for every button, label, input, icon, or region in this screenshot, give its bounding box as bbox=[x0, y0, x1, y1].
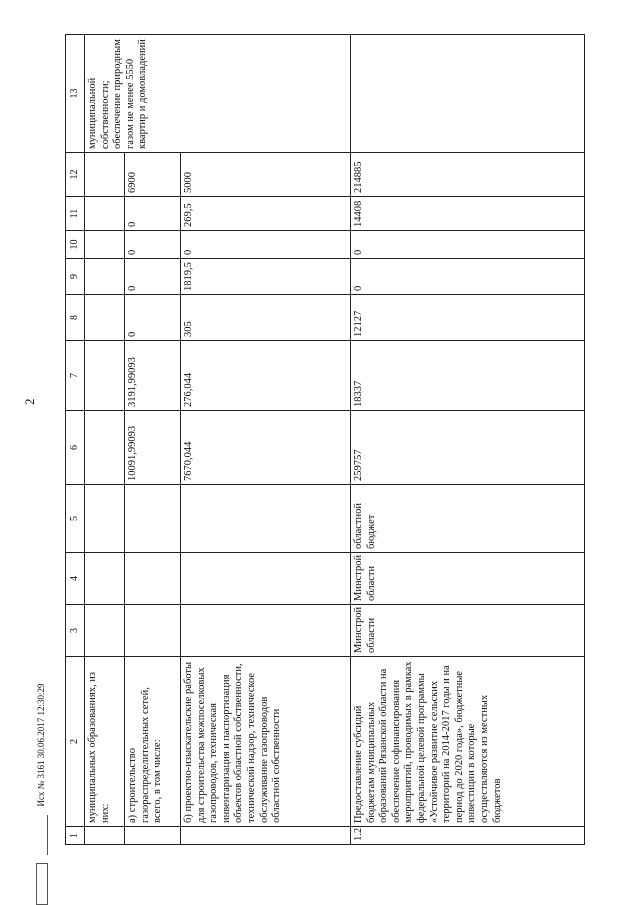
registration-text: Исх № 3161 30.06.2017 12:30:29 bbox=[36, 683, 47, 807]
table-cell: 0 bbox=[125, 197, 181, 231]
table-cell: 3191,99093 bbox=[125, 341, 181, 411]
table-cell: 0 bbox=[351, 259, 585, 295]
table-cell: 276,044 bbox=[181, 341, 351, 411]
table-cell bbox=[181, 553, 351, 605]
stamp-icon bbox=[37, 815, 48, 855]
table-cell bbox=[85, 153, 125, 197]
table-cell bbox=[181, 605, 351, 657]
table-cell: 12127 bbox=[351, 295, 585, 341]
table-cell: 0 bbox=[181, 231, 351, 259]
table-cell bbox=[85, 259, 125, 295]
table-cell bbox=[125, 553, 181, 605]
table-cell: Предоставление субсидий бюджетам муниципальных образований Рязанской области на обеспечение софинансирования мероприятий, проводимых в рамках федеральной целевой программы «Устойчивое развитие сельских территорий на 2014-2017 годы и на период до 2020 года», бюджетные инвестиции в которые осуществляются из местных бюджетов bbox=[351, 657, 585, 827]
table-cell bbox=[85, 827, 125, 845]
table-cell bbox=[125, 827, 181, 845]
table-row bbox=[351, 35, 585, 845]
document-table bbox=[65, 34, 585, 845]
table-cell: 5000 bbox=[181, 153, 351, 197]
table-cell: 0 bbox=[125, 295, 181, 341]
table-cell: 269,5 bbox=[181, 197, 351, 231]
column-header: 2 bbox=[66, 657, 85, 827]
table-cell: 0 bbox=[125, 231, 181, 259]
column-header: 12 bbox=[66, 153, 85, 197]
table-cell bbox=[85, 295, 125, 341]
table-row bbox=[125, 35, 181, 845]
table-cell: 1819,5 bbox=[181, 259, 351, 295]
table-cell: 1.2 bbox=[351, 827, 585, 845]
document-table-container bbox=[65, 35, 585, 845]
table-cell: областной бюджет bbox=[351, 485, 585, 553]
table-cell bbox=[85, 197, 125, 231]
table-cell bbox=[85, 605, 125, 657]
table-cell bbox=[181, 485, 351, 553]
table-cell bbox=[125, 605, 181, 657]
table-cell: 305 bbox=[181, 295, 351, 341]
table-cell bbox=[85, 411, 125, 485]
table-cell: муниципальных образованиях, из них: bbox=[85, 657, 125, 827]
column-header: 4 bbox=[66, 553, 85, 605]
table-cell: 6900 bbox=[125, 153, 181, 197]
table-cell: муниципальной собственности; обеспечение природным газом не менее 5550 квартир и домовладений bbox=[85, 35, 351, 153]
table-cell: 214885 bbox=[351, 153, 585, 197]
table-cell: 18337 bbox=[351, 341, 585, 411]
table-cell: Минстрой области bbox=[351, 605, 585, 657]
column-header: 3 bbox=[66, 605, 85, 657]
table-cell bbox=[85, 341, 125, 411]
table-cell: а) строительство газораспределительных сетей, всего, в том числе: bbox=[125, 657, 181, 827]
page-number: 2 bbox=[22, 398, 37, 405]
registration-footer bbox=[36, 684, 48, 905]
barcode-stamp-icon bbox=[36, 863, 48, 905]
table-cell bbox=[351, 35, 585, 153]
table-row bbox=[85, 35, 125, 845]
table-cell: 0 bbox=[125, 259, 181, 295]
table-cell bbox=[85, 485, 125, 553]
table-header-row bbox=[66, 35, 85, 845]
column-header: 13 bbox=[66, 35, 85, 153]
table-row bbox=[181, 35, 351, 845]
table-cell bbox=[125, 485, 181, 553]
table-cell: 7670,044 bbox=[181, 411, 351, 485]
table-cell: 0 bbox=[351, 231, 585, 259]
table-cell bbox=[181, 827, 351, 845]
table-cell bbox=[85, 553, 125, 605]
column-header: 5 bbox=[66, 485, 85, 553]
table-cell bbox=[85, 231, 125, 259]
column-header: 9 bbox=[66, 259, 85, 295]
table-cell: 259757 bbox=[351, 411, 585, 485]
column-header: 7 bbox=[66, 341, 85, 411]
column-header: 8 bbox=[66, 295, 85, 341]
table-cell: 14408 bbox=[351, 197, 585, 231]
table-cell: б) проектно-изыскательские работы для строительства межпоселковых газопроводов, техническая инвентаризация и паспортизация объектов областной собственности, технический надзор, техническое обслуживание газопроводов областной собственности bbox=[181, 657, 351, 827]
column-header: 1 bbox=[66, 827, 85, 845]
table-cell: 10091,99093 bbox=[125, 411, 181, 485]
column-header: 11 bbox=[66, 197, 85, 231]
column-header: 10 bbox=[66, 231, 85, 259]
column-header: 6 bbox=[66, 411, 85, 485]
table-cell: Минстрой области bbox=[351, 553, 585, 605]
